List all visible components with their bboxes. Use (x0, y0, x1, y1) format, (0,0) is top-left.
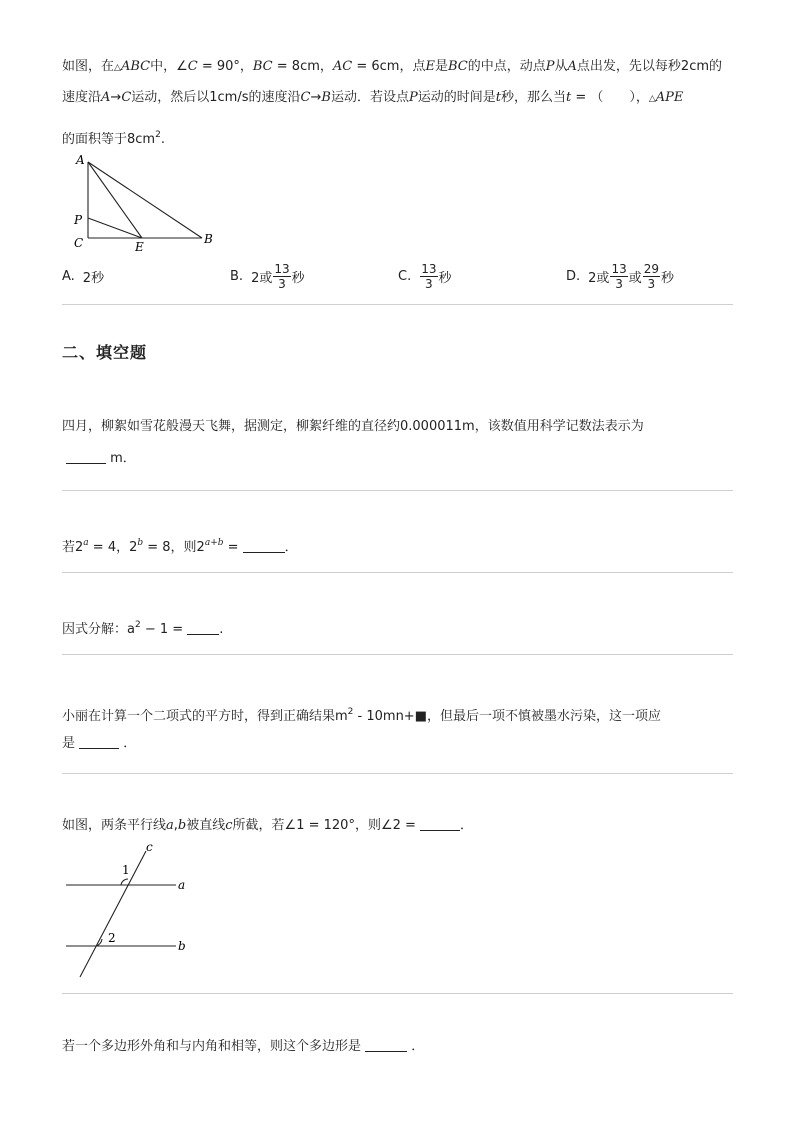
label-b: b (178, 939, 186, 953)
q1-line-1 (62, 58, 722, 77)
divider (62, 304, 733, 305)
q2-line-1: 四月，柳絮如雪花般漫天飞舞，据测定，柳絮纤维的直径约0.000011m，该数值用科学记数法表示为 (62, 419, 644, 434)
option-b[interactable] (230, 261, 305, 291)
q1-text: 秒，那么当 (500, 90, 566, 105)
q5-line-2 (62, 735, 136, 753)
option-text: 或 (628, 270, 642, 286)
var-b: b (177, 818, 187, 833)
q6-text: , (173, 818, 178, 833)
q3-text: ． (284, 540, 298, 555)
denominator: 3 (278, 276, 286, 291)
denominator: 3 (425, 276, 433, 291)
q1-text: 的面积等于8cm (62, 132, 156, 147)
var-c: C (187, 59, 198, 74)
option-text: 秒 (291, 270, 305, 286)
numerator: 13 (421, 261, 437, 276)
q5-line-1 (62, 703, 661, 726)
numerator: 13 (274, 261, 290, 276)
angle-2-label: 2 (108, 931, 116, 945)
option-a[interactable] (62, 261, 104, 291)
fraction (643, 262, 660, 291)
fraction (420, 262, 437, 291)
q1-line-2 (62, 89, 683, 108)
q7-line (62, 1038, 424, 1056)
superscript: 2 (347, 707, 354, 717)
exponent: b (137, 538, 144, 548)
var-a: a (166, 818, 174, 833)
denominator: 3 (647, 276, 656, 291)
q1-text: 运动的时间是 (417, 90, 496, 105)
q5-text: - 10mn+■，但最后一项不慎被墨水污染，这一项应 (353, 709, 661, 724)
q1-text: 速度沿 (62, 90, 102, 105)
option-text: 秒 (438, 270, 452, 286)
var-c: C (300, 90, 311, 105)
angle-1-arc (121, 879, 128, 885)
line-c (80, 851, 146, 977)
option-text: 2秒 (82, 270, 105, 286)
q1-text: = 6cm，点 (352, 59, 426, 74)
var-bc: BC (252, 59, 273, 74)
divider (62, 654, 733, 655)
q3-text: = 4，2 (88, 540, 138, 555)
option-label: A. (62, 268, 75, 284)
divider (62, 993, 733, 994)
q1-text: 运动，然后以1cm/s的速度沿 (131, 90, 301, 105)
var-bc: BC (448, 59, 468, 74)
q1-text: 如图，在 (62, 59, 115, 74)
parallel-lines-figure (60, 838, 200, 980)
answer-blank[interactable] (365, 1039, 407, 1052)
q5-text: 小丽在计算一个二项式的平方时，得到正确结果m (62, 709, 348, 724)
q1-line-3 (62, 126, 165, 149)
divider (62, 490, 733, 491)
option-label: C. (398, 268, 412, 284)
fraction (273, 262, 290, 291)
q6-text: 被直线 (186, 818, 226, 833)
q5-text: ． (123, 736, 137, 751)
option-label: B. (230, 268, 244, 284)
q1-text: 运动．若设点 (330, 90, 409, 105)
q1-text: 从 (554, 59, 568, 74)
answer-blank[interactable] (243, 540, 285, 553)
label-c: C (74, 236, 84, 250)
var-c: C (121, 90, 132, 105)
answer-blank[interactable] (420, 818, 460, 831)
label-a: a (178, 878, 186, 892)
var-t: t (495, 90, 501, 105)
answer-blank[interactable] (66, 451, 106, 464)
superscript: 2 (134, 620, 141, 630)
triangle-symbol: △ (648, 94, 656, 104)
answer-blank[interactable] (187, 622, 219, 635)
q6-text: 如图，两条平行线 (62, 818, 167, 833)
var-ape: APE (655, 90, 684, 105)
q1-text: = 8cm， (272, 59, 333, 74)
var-e: E (425, 59, 435, 74)
segment-pe (88, 218, 142, 238)
q1-text: 中，∠ (150, 59, 188, 74)
q7-text: 若一个多边形外角和与内角和相等，则这个多边形是 (62, 1039, 362, 1054)
var-p: P (408, 90, 418, 105)
label-b: B (204, 232, 213, 246)
arrow-symbol: → (110, 90, 122, 105)
q6-text: 所截，若∠1 = 120°，则∠2 = (232, 818, 421, 833)
label-a: A (76, 153, 85, 167)
var-c: c (225, 818, 233, 833)
exponent: a (83, 538, 89, 548)
divider (62, 773, 733, 774)
option-c[interactable] (398, 261, 452, 291)
angle-1-label: 1 (122, 863, 130, 877)
q3-text: 若2 (62, 540, 84, 555)
superscript: 2 (155, 130, 161, 140)
divider (62, 572, 733, 573)
arrow-symbol: → (310, 90, 322, 105)
label-c: c (146, 840, 153, 854)
q7-text: ． (411, 1039, 425, 1054)
q2-line-2 (66, 450, 136, 468)
q5-text: 是 (62, 736, 76, 751)
segment-ab (88, 162, 202, 238)
var-a: A (101, 90, 111, 105)
exponent: a+b (204, 538, 224, 548)
q6-line (62, 817, 473, 835)
var-ac: AC (332, 59, 353, 74)
answer-placeholder: = （ ）， (571, 90, 649, 105)
fraction (610, 262, 627, 291)
denominator: 3 (615, 276, 623, 291)
q3-text: = 8，则2 (143, 540, 205, 555)
q1-text: = 90°， (197, 59, 253, 74)
option-text: 秒 (661, 270, 675, 286)
option-text: 2或 (251, 270, 273, 286)
q1-text: 点出发，先以每秒2cm的 (576, 59, 723, 74)
var-t: t (565, 90, 572, 105)
triangle-symbol: △ (114, 63, 121, 73)
label-p: P (74, 213, 83, 227)
var-b: B (321, 90, 331, 105)
numerator: 13 (611, 261, 627, 276)
option-text: 2或 (588, 270, 610, 286)
q1-text: 的中点，动点 (467, 59, 546, 74)
answer-blank[interactable] (79, 736, 119, 749)
q1-text: . (160, 132, 165, 147)
q4-text: − 1 = (140, 622, 188, 637)
var-a: A (567, 59, 577, 74)
triangle-figure (60, 150, 230, 255)
numerator: 29 (643, 261, 660, 276)
var-p: P (545, 59, 555, 74)
unit-text: m． (110, 451, 136, 466)
var-abc: ABC (120, 59, 151, 74)
option-label: D. (566, 268, 581, 284)
q4-text: 因式分解：a (62, 622, 135, 637)
q4-text: . (219, 622, 224, 637)
segment-ae (88, 162, 142, 238)
q3-line (62, 534, 298, 557)
q4-line (62, 616, 223, 639)
q3-text: = (223, 540, 243, 555)
q6-text: ． (460, 818, 474, 833)
label-e: E (135, 240, 144, 254)
option-d[interactable] (566, 261, 674, 291)
q1-text: 是 (434, 59, 448, 74)
section-title: 二、填空题 (62, 343, 148, 362)
